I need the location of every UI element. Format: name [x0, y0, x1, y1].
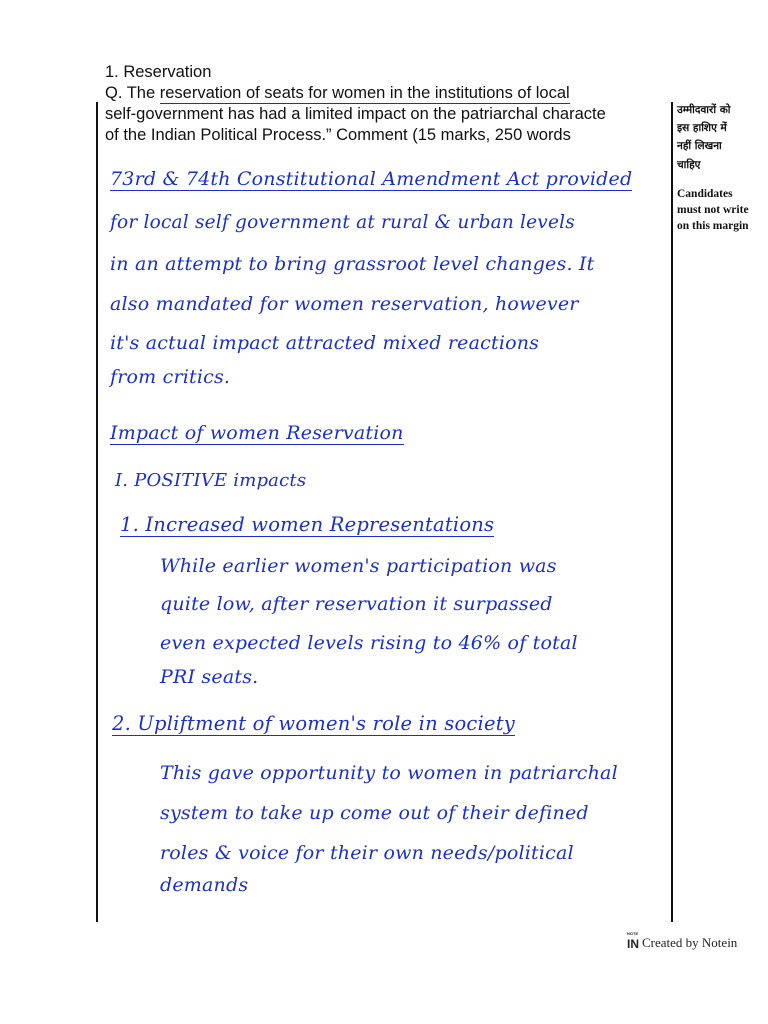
- question-line-1: [105, 84, 570, 103]
- question-underlined-phrase-2: self-government: [105, 105, 224, 123]
- point-2-title: 2. Upliftment of women's role in society: [112, 712, 515, 735]
- intro-line-6: from critics.: [110, 366, 231, 388]
- intro-line-1: 73rd & 74th Constitutional Amendment Act provided: [110, 168, 633, 190]
- intro-line-5: it's actual impact attracted mixed reactions: [110, 332, 540, 354]
- notein-watermark: [627, 931, 738, 951]
- question-line-3: of the Indian Political Process.” Comment (15 marks, 250 words: [105, 126, 571, 144]
- point-1-title: 1. Increased women Representations: [120, 513, 495, 536]
- margin-note-english-1: Candidates: [677, 188, 733, 200]
- watermark-text: Created by Notein: [642, 935, 738, 950]
- intro-line-2: for local self government at rural & urban levels: [110, 212, 575, 233]
- impact-heading: Impact of women Reservation: [110, 422, 404, 444]
- point-1-line-4: PRI seats.: [160, 666, 259, 688]
- question-prefix: Q. The: [105, 84, 160, 102]
- question-line-2: [105, 105, 671, 124]
- question-line-2-rest: has had a limited impact on the patriarchal characte: [223, 105, 606, 123]
- right-margin-line: [671, 102, 673, 922]
- section-title: 1. Reservation: [105, 63, 212, 81]
- margin-note-english-2: must not write: [677, 204, 749, 216]
- question-underlined-phrase-1: reservation of seats for women in the institutions of local: [159, 84, 570, 102]
- point-2-line-1: This gave opportunity to women in patriarchal: [160, 762, 618, 784]
- margin-note-hindi-4: चाहिए: [677, 159, 701, 171]
- intro-line-4: also mandated for women reservation, however: [110, 293, 579, 315]
- intro-line-3: in an attempt to bring grassroot level changes. It: [110, 253, 595, 275]
- margin-note-hindi-1: उम्मीदवारों को: [677, 104, 731, 116]
- margin-note-hindi-2: इस हाशिए में: [677, 122, 727, 134]
- point-1-line-2: quite low, after reservation it surpassed: [160, 593, 553, 615]
- point-2-line-3: roles & voice for their own needs/political: [160, 842, 574, 864]
- point-2-line-2: system to take up come out of their defined: [160, 802, 589, 824]
- notein-logo-icon: NOTE IN: [627, 931, 639, 951]
- point-1-line-1: While earlier women's participation was: [160, 555, 557, 577]
- point-1-line-3: even expected levels rising to 46% of total: [160, 632, 578, 654]
- margin-note-english-3: on this margin: [677, 220, 749, 232]
- point-2-line-4: demands: [160, 874, 249, 896]
- left-margin-line: [96, 102, 98, 922]
- margin-note-hindi-3: नहीं लिखना: [677, 140, 722, 152]
- positive-impacts-subheading: I. POSITIVE impacts: [115, 470, 307, 491]
